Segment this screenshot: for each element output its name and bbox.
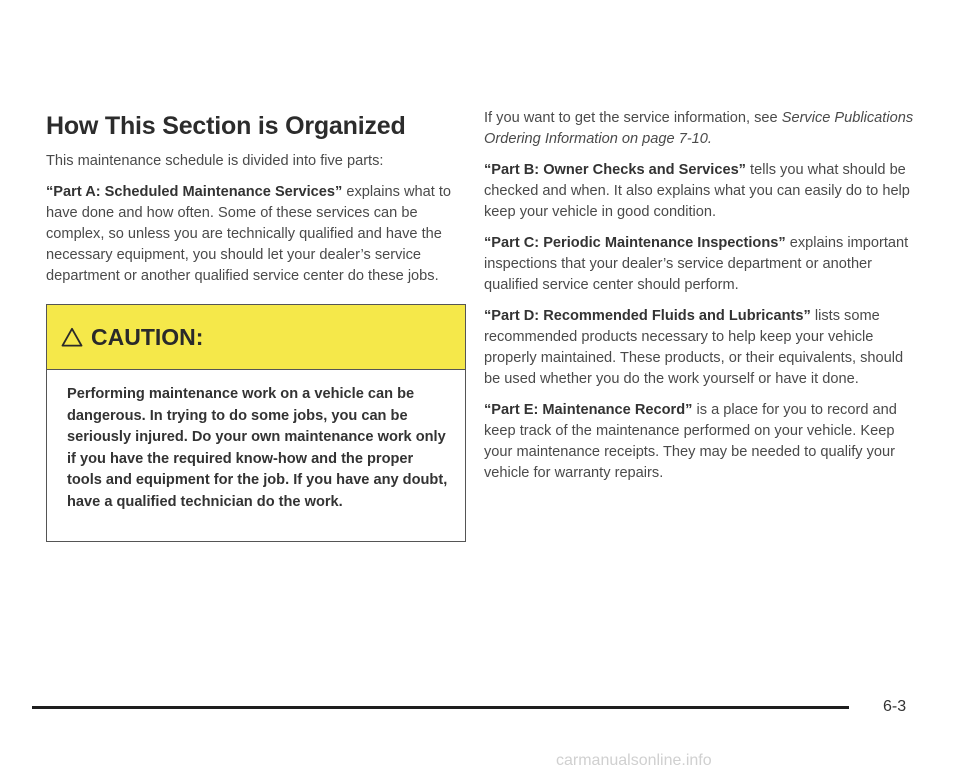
watermark-text: carmanualsonline.info: [556, 752, 712, 769]
right-column: [484, 108, 920, 494]
caution-header: [47, 305, 465, 370]
part-a-title: “Part A: Scheduled Maintenance Services”: [46, 184, 343, 200]
caution-box: [46, 304, 466, 542]
caution-body: Performing maintenance work on a vehicle can be dangerous. In trying to do some jobs, you can be seriously injured. Do your own maintenance work only if you have the required know-how and the proper tools and equipment for the job. If you have any doubt, have a qualified technician do the work.: [67, 386, 448, 510]
service-info-reference: Service Publications Ordering Information on page 7-10.: [484, 110, 914, 147]
part-c-title: “Part C: Periodic Maintenance Inspections”: [484, 235, 786, 251]
part-d-text: lists some recommended products necessary to help keep your vehicle properly maintained. These products, or their equivalents, should be used whether you do the work yourself or have it done.: [484, 308, 904, 387]
part-c-paragraph: [484, 233, 920, 296]
caution-heading: CAUTION:: [91, 323, 204, 350]
part-d-paragraph: [484, 306, 920, 390]
part-e-text: is a place for you to record and keep track of the maintenance performed on your vehicle. Keep your maintenance receipts. They may be needed to qualify your vehicle for warranty repairs.: [484, 402, 897, 481]
intro-paragraph: This maintenance schedule is divided into five parts:: [46, 153, 384, 169]
part-b-paragraph: [484, 160, 920, 223]
part-d-title: “Part D: Recommended Fluids and Lubricants”: [484, 308, 811, 324]
page-number: 6-3: [883, 698, 907, 715]
part-e-paragraph: [484, 400, 920, 484]
warning-triangle-icon: [61, 327, 83, 347]
part-a-paragraph: [46, 182, 460, 287]
left-column: [46, 112, 460, 297]
section-heading: How This Section is Organized: [46, 112, 406, 140]
part-b-text: tells you what should be checked and when. It also explains what you can easily do to help keep your vehicle in good condition.: [484, 162, 910, 220]
service-info-text: If you want to get the service information, see: [484, 110, 782, 126]
footer-rule: [32, 706, 849, 709]
part-a-text: explains what to have done and how often. Some of these services can be complex, so unless you are technically qualified and have the necessary equipment, you should let your dealer’s service department or another qualified service center do these jobs.: [46, 184, 452, 284]
part-c-text: explains important inspections that your dealer’s service department or another qualified service center should perform.: [484, 235, 909, 293]
service-info-paragraph: [484, 108, 920, 150]
part-e-title: “Part E: Maintenance Record”: [484, 402, 693, 418]
part-b-title: “Part B: Owner Checks and Services”: [484, 162, 746, 178]
